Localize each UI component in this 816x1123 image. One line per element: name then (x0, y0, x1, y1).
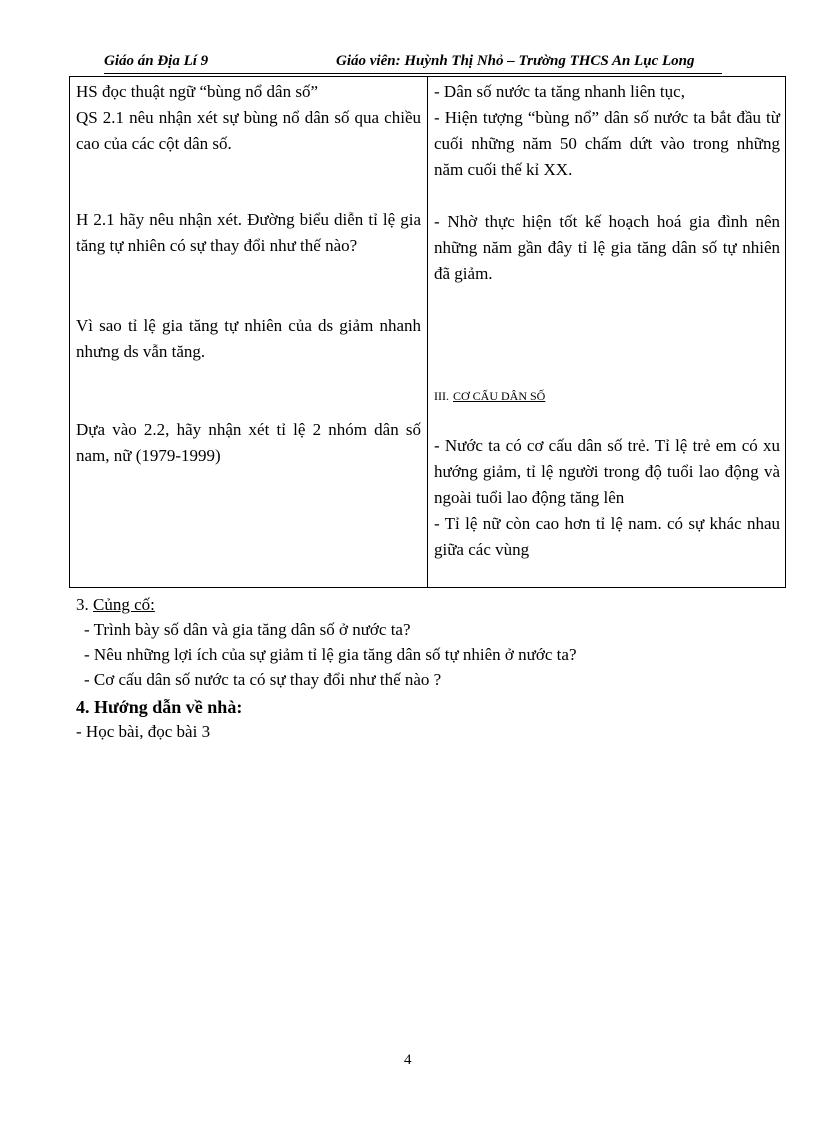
consolidation-item: - Nêu những lợi ích của sự giảm tỉ lệ gia tăng dân số tự nhiên ở nước ta? (84, 645, 577, 664)
right-paragraph-5: - Tỉ lệ nữ còn cao hơn tỉ lệ nam. có sự khác nhau giữa các vùng (434, 514, 780, 559)
homework-item: - Học bài, đọc bài 3 (76, 722, 211, 741)
consolidation-number: 3. (76, 595, 89, 614)
right-paragraph-3: - Nhờ thực hiện tốt kế hoạch hoá gia đình nên những năm gần đây tỉ lệ gia tăng dân số tự nhiên đã giảm. (434, 212, 780, 283)
activities-column (70, 77, 428, 588)
section-number: III. (434, 389, 449, 403)
left-paragraph-3: H 2.1 hãy nêu nhận xét. Đường biểu diễn tỉ lệ gia tăng tự nhiên có sự thay đổi như thế nào? (76, 210, 421, 255)
consolidation-item: - Cơ cấu dân số nước ta có sự thay đổi như thế nào ? (84, 670, 442, 689)
lesson-table (69, 76, 786, 588)
homework-title: 4. Hướng dẫn về nhà: (76, 697, 243, 717)
right-paragraph-2: - Hiện tượng “bùng nổ” dân số nước ta bắt đầu từ cuối những năm 50 chấm dứt vào trong những năm cuối thế kỉ XX. (434, 108, 780, 179)
left-paragraph-1: HS đọc thuật ngữ “bùng nổ dân số” (76, 82, 318, 101)
header-teacher: Giáo viên: Huỳnh Thị Nhỏ – Trường THCS An Lục Long (336, 53, 695, 69)
header-rule (104, 73, 722, 74)
section-title: CƠ CẤU DÂN SỐ (453, 389, 546, 403)
right-paragraph-1: - Dân số nước ta tăng nhanh liên tục, (434, 82, 685, 101)
consolidation-title: Củng cố: (93, 595, 155, 614)
left-paragraph-5: Dựa vào 2.2, hãy nhận xét tỉ lệ 2 nhóm dân số nam, nữ (1979-1999) (76, 420, 421, 465)
right-paragraph-4: - Nước ta có cơ cấu dân số trẻ. Tỉ lệ trẻ em có xu hướng giảm, tỉ lệ người trong độ tuổi lao động và ngoài tuổi lao động tăng lên (434, 436, 780, 507)
consolidation-heading (76, 592, 155, 618)
page-number: 4 (404, 1052, 412, 1068)
header-subject: Giáo án Địa Lí 9 (104, 53, 209, 69)
page-header (104, 53, 722, 75)
consolidation-item: - Trình bày số dân và gia tăng dân số ở nước ta? (84, 620, 411, 639)
content-column (428, 77, 786, 588)
section-heading (434, 389, 557, 404)
left-paragraph-2: QS 2.1 nêu nhận xét sự bùng nổ dân số qua chiều cao của các cột dân số. (76, 108, 421, 153)
left-paragraph-4: Vì sao tỉ lệ gia tăng tự nhiên của ds giảm nhanh nhưng ds vẫn tăng. (76, 316, 421, 361)
